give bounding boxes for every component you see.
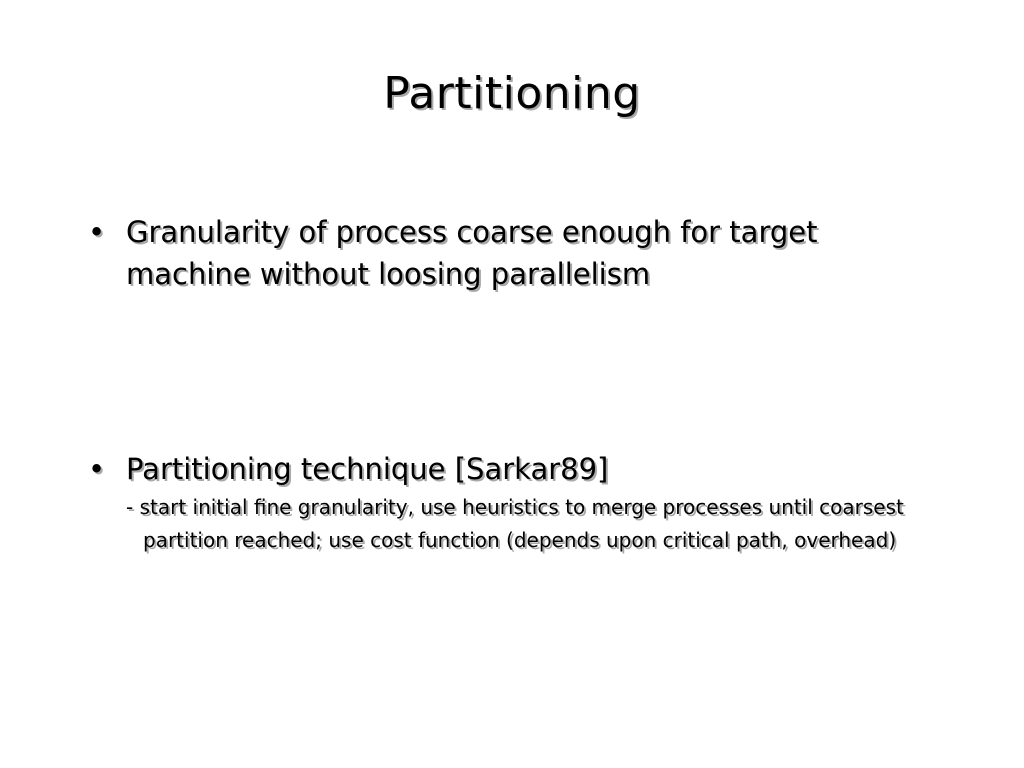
bullet-item	[88, 211, 938, 295]
bullet-dot-icon: •	[88, 215, 106, 249]
bullet-text: Granularity of process coarse enough for target machine without loosing parallelism	[126, 215, 818, 291]
slide-title: Partitioning	[383, 68, 641, 119]
bullet-text: Partitioning technique [Sarkar89]	[126, 452, 609, 486]
bullet-item	[88, 448, 938, 490]
bullet-dot-icon: •	[88, 452, 106, 486]
sub-bullet-text: - start initial fine granularity, use heuristics to merge processes until coarsest partition reached; use cost function (depends upon critical path, overhead)	[126, 495, 904, 552]
